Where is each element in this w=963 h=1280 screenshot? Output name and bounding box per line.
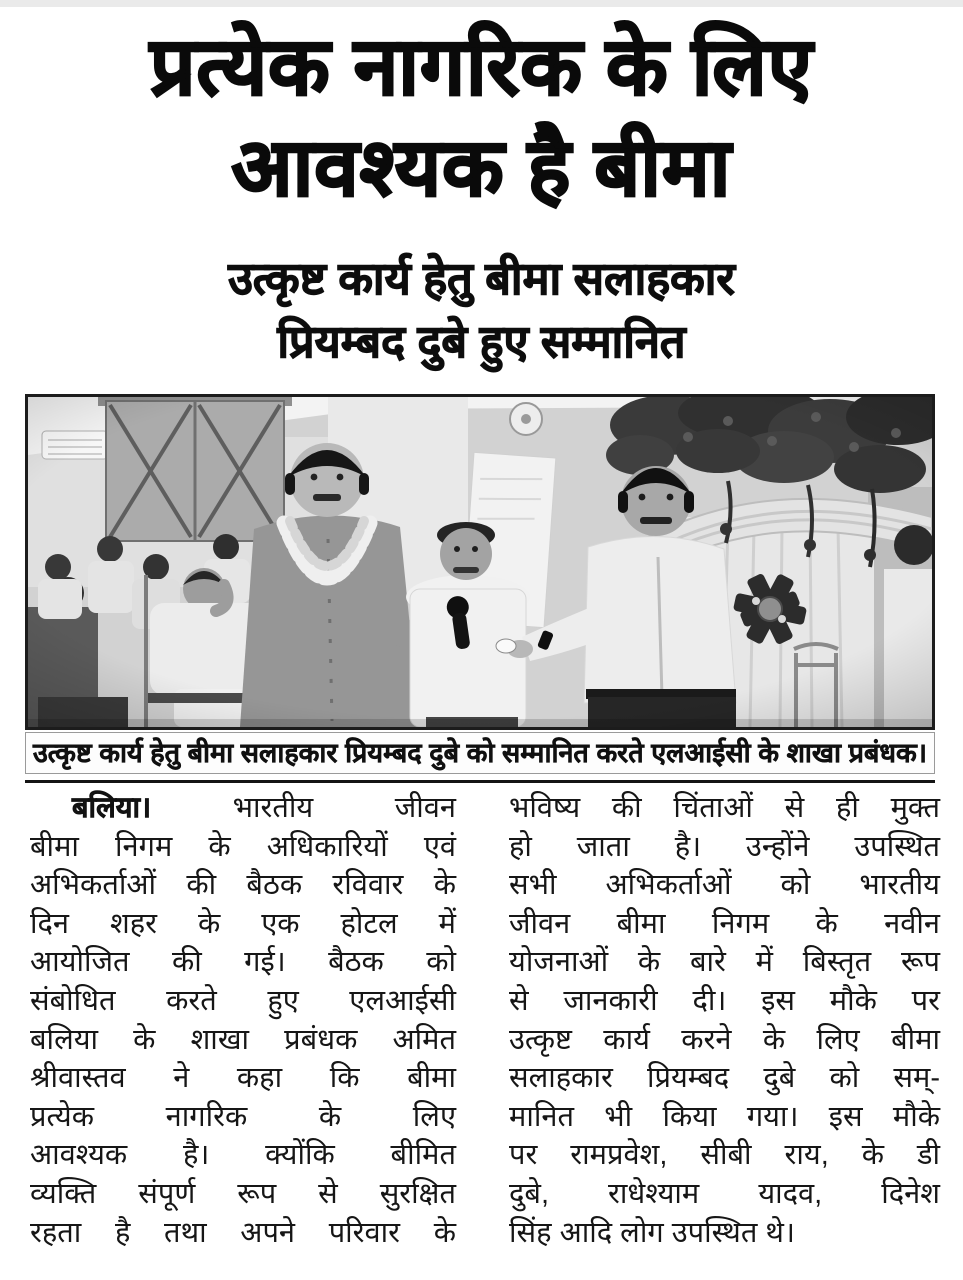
body-line: आयोजित की गई। बैठक को	[30, 946, 456, 979]
body-line: हो जाता है। उन्होंने उपस्थित	[509, 830, 940, 863]
body-line: भविष्य की चिंताओं से ही मुक्त	[509, 792, 940, 824]
body-line: उत्कृष्ट कार्य करने के लिए बीमा	[509, 1023, 940, 1056]
news-photo	[25, 394, 935, 730]
photo-caption: उत्कृष्ट कार्य हेतु बीमा सलाहकार प्रियम्बद दुबे को सम्मानित करते एलआईसी के शाखा प्रबंधक।	[25, 732, 935, 774]
photo-vignette	[28, 397, 932, 727]
body-line: पर रामप्रवेश, सीबी राय, के डी	[509, 1139, 940, 1172]
subheadline-line-2: प्रियम्बद दुबे हुए सम्मानित	[277, 316, 686, 367]
body-line-text: भारतीय जीवन	[232, 792, 456, 824]
body-column-right	[509, 789, 940, 1252]
body-line: दुबे, राधेश्याम यादव, दिनेश	[509, 1177, 940, 1210]
body-line: योजनाओं के बारे में बिस्तृत रूप	[509, 946, 940, 979]
body-line: आवश्यक है। क्योंकि बीमित	[30, 1139, 456, 1172]
body-line: अभिकर्ताओं की बैठक रविवार के	[30, 869, 456, 902]
headline-line-1: प्रत्येक नागरिक के लिए	[150, 22, 813, 111]
body-line	[30, 789, 456, 828]
scan-edge-strip	[0, 0, 963, 7]
article-body	[30, 789, 940, 1259]
body-line: सलाहकार प्रियम्बद दुबे को सम्-	[509, 1062, 940, 1095]
body-line: बीमा निगम के अधिकारियों एवं	[30, 830, 456, 863]
body-line: सभी अभिकर्ताओं को भारतीय	[509, 869, 940, 902]
headline-line-2: आवश्यक है बीमा	[231, 123, 732, 212]
body-line: से जानकारी दी। इस मौके पर	[509, 984, 940, 1017]
body-line: सिंह आदि लोग उपस्थित थे।	[509, 1216, 795, 1249]
subheadline-line-1: उत्कृष्ट कार्य हेतु बीमा सलाहकार	[228, 253, 735, 304]
body-line: मानित भी किया गया। इस मौके	[509, 1100, 940, 1133]
body-line: प्रत्येक नागरिक के लिए	[30, 1100, 456, 1133]
news-photo-illustration	[28, 397, 932, 727]
body-line: संबोधित करते हुए एलआईसी	[30, 984, 456, 1017]
dateline: बलिया।	[72, 792, 152, 824]
headline	[0, 16, 963, 218]
body-column-left	[30, 789, 456, 1252]
body-line: जीवन बीमा निगम के नवीन	[509, 907, 940, 940]
caption-divider-rule	[25, 780, 935, 783]
body-line: बलिया के शाखा प्रबंधक अमित	[30, 1023, 456, 1056]
body-line: श्रीवास्तव ने कहा कि बीमा	[30, 1062, 456, 1095]
body-line: रहता है तथा अपने परिवार के	[30, 1216, 456, 1249]
body-line: दिन शहर के एक होटल में	[30, 907, 456, 940]
body-line: व्यक्ति संपूर्ण रूप से सुरक्षित	[30, 1177, 456, 1210]
subheadline	[0, 247, 963, 373]
